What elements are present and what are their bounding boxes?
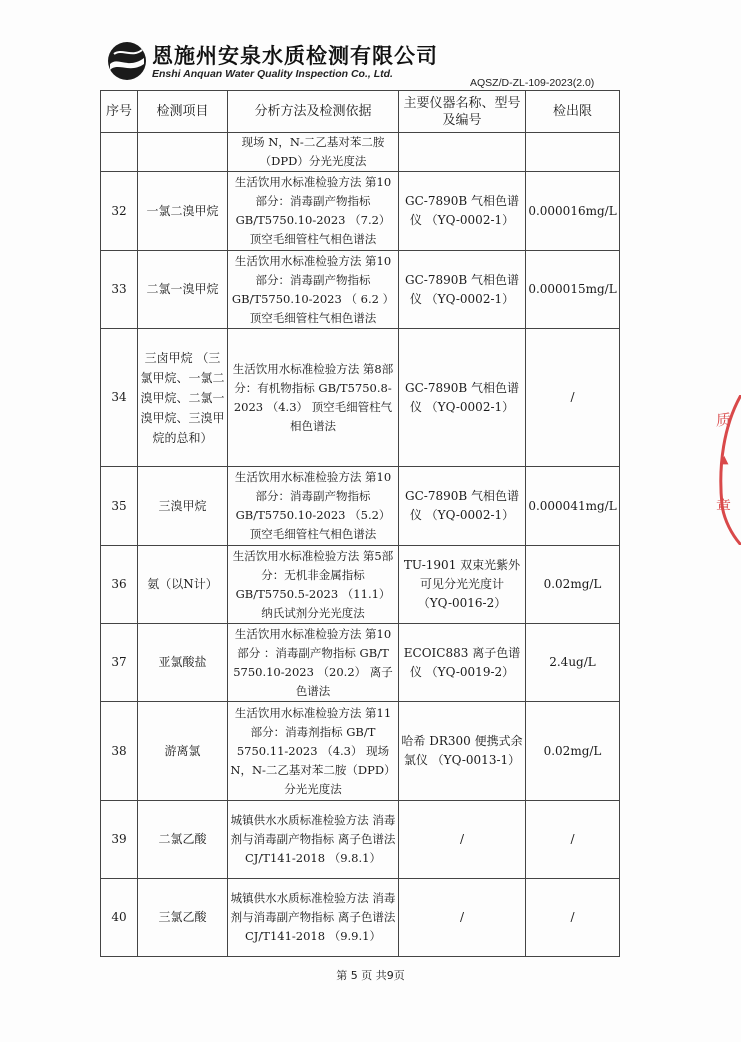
row-no <box>101 133 138 172</box>
table-header-row <box>101 91 620 133</box>
row-item: 一氯二溴甲烷 <box>138 172 228 251</box>
row-instrument: ECOIC883 离子色谱仪 （YQ-0019-2） <box>399 624 526 702</box>
column-header-no: 序号 <box>101 91 138 133</box>
table-row <box>101 251 620 329</box>
row-item <box>138 133 228 172</box>
row-limit: 2.4ug/L <box>526 624 620 702</box>
inspection-seal-stamp: 质 ▲ 章 <box>712 395 741 545</box>
column-header-instrument: 主要仪器名称、型号及编号 <box>399 91 526 133</box>
row-limit <box>526 133 620 172</box>
row-limit: 0.000015mg/L <box>526 251 620 329</box>
column-header-method: 分析方法及检测依据 <box>228 91 399 133</box>
row-no: 39 <box>101 801 138 879</box>
row-instrument: 哈希 DR300 便携式余氯仪 （YQ-0013-1） <box>399 702 526 801</box>
row-no: 37 <box>101 624 138 702</box>
row-item: 游离氯 <box>138 702 228 801</box>
row-item: 三卤甲烷 （三氯甲烷、一氯二溴甲烷、二氯一溴甲烷、三溴甲烷的总和） <box>138 329 228 467</box>
row-method: 生活饮用水标准检验方法 第10部分：消毒副产物指标 GB/T5750.10-2023 （5.2） 顶空毛细管柱气相色谱法 <box>228 467 399 546</box>
row-method: 生活饮用水标准检验方法 第11部分：消毒剂指标 GB/T 5750.11-2023 （4.3） 现场 N，N-二乙基对苯二胺（DPD）分光光度法 <box>228 702 399 801</box>
table-row <box>101 172 620 251</box>
row-instrument: GC-7890B 气相色谱仪 （YQ-0002-1） <box>399 251 526 329</box>
table-row <box>101 624 620 702</box>
row-limit: / <box>526 801 620 879</box>
row-instrument <box>399 133 526 172</box>
row-method: 生活饮用水标准检验方法 第10部分：消毒副产物指标 GB/T5750.10-2023 （ 6.2 ） 顶空毛细管柱气相色谱法 <box>228 251 399 329</box>
page-number: 第 5 页 共9页 <box>336 969 405 982</box>
table-row <box>101 546 620 624</box>
row-no: 38 <box>101 702 138 801</box>
row-instrument: GC-7890B 气相色谱仪 （YQ-0002-1） <box>399 467 526 546</box>
table-row <box>101 879 620 957</box>
table-row <box>101 329 620 467</box>
company-logo-icon <box>106 40 148 82</box>
row-instrument: / <box>399 801 526 879</box>
row-item: 氨（以N计） <box>138 546 228 624</box>
row-instrument: GC-7890B 气相色谱仪 （YQ-0002-1） <box>399 172 526 251</box>
column-header-item: 检测项目 <box>138 91 228 133</box>
table-row <box>101 801 620 879</box>
row-no: 34 <box>101 329 138 467</box>
row-no: 36 <box>101 546 138 624</box>
detection-methods-table <box>100 90 620 957</box>
row-no: 33 <box>101 251 138 329</box>
row-method: 城镇供水水质标准检验方法 消毒剂与消毒副产物指标 离子色谱法 CJ/T141-2018 （9.9.1） <box>228 879 399 957</box>
row-limit: / <box>526 879 620 957</box>
row-limit: 0.02mg/L <box>526 702 620 801</box>
row-item: 三氯乙酸 <box>138 879 228 957</box>
row-method: 生活饮用水标准检验方法 第10部分 ：消毒副产物指标 GB/T 5750.10-2023 （20.2） 离子色谱法 <box>228 624 399 702</box>
row-item: 三溴甲烷 <box>138 467 228 546</box>
row-limit: 0.02mg/L <box>526 546 620 624</box>
row-method: 生活饮用水标准检验方法 第5部分：无机非金属指标 GB/T5750.5-2023 （11.1） 纳氏试剂分光光度法 <box>228 546 399 624</box>
row-item: 二氯乙酸 <box>138 801 228 879</box>
row-method: 现场 N，N-二乙基对苯二胺（DPD）分光光度法 <box>228 133 399 172</box>
row-item: 二氯一溴甲烷 <box>138 251 228 329</box>
row-limit: 0.000041mg/L <box>526 467 620 546</box>
row-method: 城镇供水水质标准检验方法 消毒剂与消毒副产物指标 离子色谱法 CJ/T141-2018 （9.8.1） <box>228 801 399 879</box>
row-item: 亚氯酸盐 <box>138 624 228 702</box>
row-no: 40 <box>101 879 138 957</box>
company-name-en: Enshi Anquan Water Quality Inspection Co., Ltd. <box>152 68 393 80</box>
row-limit: 0.000016mg/L <box>526 172 620 251</box>
row-limit: / <box>526 329 620 467</box>
row-no: 32 <box>101 172 138 251</box>
row-instrument: TU-1901 双束光紫外可见分光光度计 （YQ-0016-2） <box>399 546 526 624</box>
table-row <box>101 133 620 172</box>
company-name-cn: 恩施州安泉水质检测有限公司 <box>152 44 438 68</box>
row-no: 35 <box>101 467 138 546</box>
table-row <box>101 467 620 546</box>
column-header-limit: 检出限 <box>526 91 620 133</box>
document-code: AQSZ/D-ZL-109-2023(2.0) <box>470 77 595 89</box>
table-row <box>101 702 620 801</box>
row-instrument: / <box>399 879 526 957</box>
row-method: 生活饮用水标准检验方法 第10部分：消毒副产物指标 GB/T5750.10-2023 （7.2） 顶空毛细管柱气相色谱法 <box>228 172 399 251</box>
row-instrument: GC-7890B 气相色谱仪 （YQ-0002-1） <box>399 329 526 467</box>
row-method: 生活饮用水标准检验方法 第8部分：有机物指标 GB/T5750.8-2023 （4.3） 顶空毛细管柱气相色谱法 <box>228 329 399 467</box>
